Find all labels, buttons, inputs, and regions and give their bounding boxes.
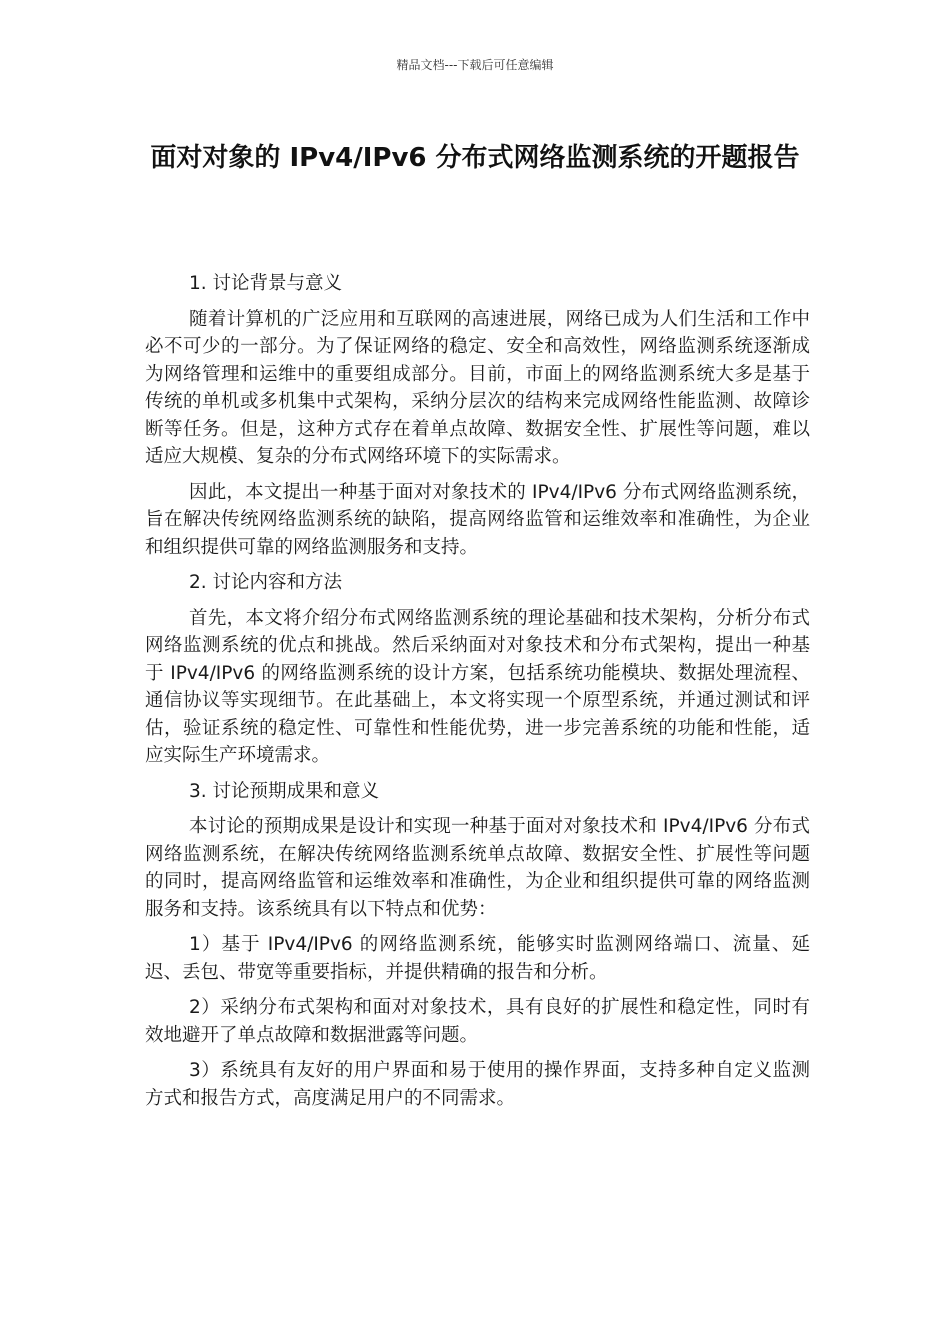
- paragraph-methods-1: 首先，本文将介绍分布式网络监测系统的理论基础和技术架构，分析分布式网络监测系统的优点和挑战。然后采纳面对对象技术和分布式架构，提出一种基于 IPv4/IPv6 的网络监测系统的设计方案，包括系统功能模块、数据处理流程、通信协议等实现细节。在此基础上，本文将实现一个原型系统，并通过测试和评估，验证系统的稳定性、可靠性和性能优势，进一步完善系统的功能和性能，适应实际生产环境需求。: [145, 607, 810, 766]
- list-item-feature-1: 1）基于 IPv4/IPv6 的网络监测系统，能够实时监测网络端口、流量、延迟、丢包、带宽等重要指标，并提供精确的报告和分析。: [145, 934, 810, 983]
- section-heading-methods: 2. 讨论内容和方法: [189, 572, 343, 593]
- header-note: 精品文档---下载后可任意编辑: [396, 58, 554, 72]
- paragraph-background-2: 因此，本文提出一种基于面对对象技术的 IPv4/IPv6 分布式网络监测系统，旨在解决传统网络监测系统的缺陷，提高网络监管和运维效率和准确性，为企业和组织提供可靠的网络监测服务和支持。: [145, 481, 810, 558]
- list-item-feature-3: 3）系统具有友好的用户界面和易于使用的操作界面，支持多种自定义监测方式和报告方式，高度满足用户的不同需求。: [145, 1060, 810, 1109]
- document-body: [145, 270, 810, 1120]
- paragraph-background-1: 随着计算机的广泛应用和互联网的高速进展，网络已成为人们生活和工作中必不可少的一部分。为了保证网络的稳定、安全和高效性，网络监测系统逐渐成为网络管理和运维中的重要组成部分。目前，市面上的网络监测系统大多是基于传统的单机或多机集中式架构，采纳分层次的结构来完成网络性能监测、故障诊断等任务。但是，这种方式存在着单点故障、数据安全性、扩展性等问题，难以适应大规模、复杂的分布式网络环境下的实际需求。: [145, 308, 810, 467]
- section-heading-outcomes: 3. 讨论预期成果和意义: [189, 780, 380, 802]
- paragraph-outcomes-1: 本讨论的预期成果是设计和实现一种基于面对对象技术和 IPv4/IPv6 分布式网络监测系统，在解决传统网络监测系统单点故障、数据安全性、扩展性等问题的同时，提高网络监管和运维效率和准确性，为企业和组织提供可靠的网络监测服务和支持。该系统具有以下特点和优势：: [145, 816, 810, 920]
- document-title: 面对对象的 IPv4/IPv6 分布式网络监测系统的开题报告: [150, 143, 800, 173]
- section-heading-background: 1. 讨论背景与意义: [189, 273, 343, 294]
- list-item-feature-2: 2）采纳分布式架构和面对对象技术，具有良好的扩展性和稳定性，同时有效地避开了单点故障和数据泄露等问题。: [145, 997, 810, 1046]
